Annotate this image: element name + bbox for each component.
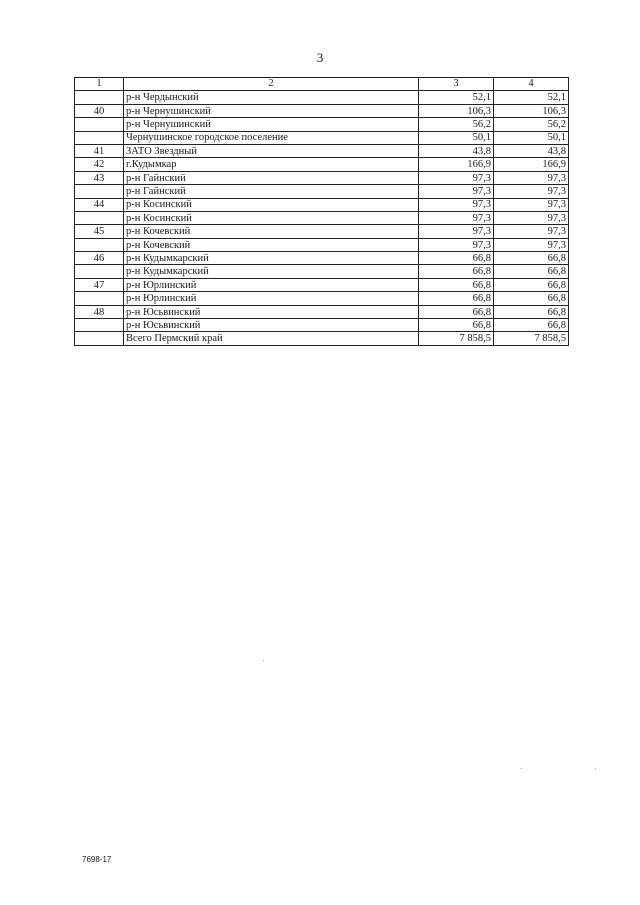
row-number-cell <box>75 211 124 224</box>
row-number-cell <box>75 118 124 131</box>
value-col-3-cell: 56,2 <box>419 118 494 131</box>
value-col-3-cell: 106,3 <box>419 104 494 117</box>
header-col-3: 3 <box>419 78 494 91</box>
municipality-name-cell: р-н Юсьвинский <box>124 319 419 332</box>
value-col-4-cell: 50,1 <box>494 131 569 144</box>
table-body <box>75 91 569 345</box>
value-col-3-cell: 66,8 <box>419 305 494 318</box>
table-row <box>75 225 569 238</box>
value-col-4-cell: 97,3 <box>494 238 569 251</box>
value-col-4-cell: 56,2 <box>494 118 569 131</box>
value-col-3-cell: 66,8 <box>419 265 494 278</box>
scan-speck <box>521 768 522 769</box>
municipality-name-cell: р-н Юрлинский <box>124 278 419 291</box>
table-row <box>75 278 569 291</box>
value-col-3-cell: 43,8 <box>419 144 494 157</box>
row-number-cell: 46 <box>75 252 124 265</box>
table-header-row <box>75 78 569 91</box>
document-code: 7698-17 <box>82 855 112 864</box>
header-col-2: 2 <box>124 78 419 91</box>
data-table <box>74 77 569 346</box>
table-row <box>75 319 569 332</box>
row-number-cell: 45 <box>75 225 124 238</box>
table-row <box>75 91 569 104</box>
municipality-name-cell: р-н Гайнский <box>124 185 419 198</box>
value-col-4-cell: 97,3 <box>494 171 569 184</box>
row-number-cell: 43 <box>75 171 124 184</box>
value-col-4-cell: 66,8 <box>494 278 569 291</box>
value-col-4-cell: 106,3 <box>494 104 569 117</box>
municipality-name-cell: р-н Кочевский <box>124 238 419 251</box>
row-number-cell <box>75 131 124 144</box>
scan-speck <box>263 660 264 661</box>
municipality-name-cell: р-н Чернушинский <box>124 104 419 117</box>
table-row <box>75 185 569 198</box>
table-row <box>75 144 569 157</box>
municipality-name-cell: г.Кудымкар <box>124 158 419 171</box>
value-col-4-cell: 97,3 <box>494 185 569 198</box>
municipality-name-cell: р-н Кудымкарский <box>124 252 419 265</box>
row-number-cell: 41 <box>75 144 124 157</box>
value-col-4-cell: 66,8 <box>494 252 569 265</box>
municipality-name-cell: р-н Гайнский <box>124 171 419 184</box>
value-col-3-cell: 50,1 <box>419 131 494 144</box>
table-row <box>75 171 569 184</box>
row-number-cell: 44 <box>75 198 124 211</box>
row-number-cell: 42 <box>75 158 124 171</box>
value-col-4-cell: 97,3 <box>494 198 569 211</box>
value-col-3-cell: 66,8 <box>419 252 494 265</box>
municipality-name-cell: р-н Косинский <box>124 198 419 211</box>
row-number-cell <box>75 292 124 305</box>
table-row <box>75 198 569 211</box>
municipality-name-cell: р-н Кудымкарский <box>124 265 419 278</box>
value-col-3-cell: 52,1 <box>419 91 494 104</box>
value-col-4-cell: 97,3 <box>494 225 569 238</box>
value-col-4-cell: 43,8 <box>494 144 569 157</box>
row-number-cell: 48 <box>75 305 124 318</box>
value-col-3-cell: 166,9 <box>419 158 494 171</box>
table-row <box>75 158 569 171</box>
page-number: 3 <box>316 50 324 65</box>
row-number-cell <box>75 265 124 278</box>
municipality-name-cell: р-н Чердынский <box>124 91 419 104</box>
municipality-name-cell: р-н Юрлинский <box>124 292 419 305</box>
table-row <box>75 332 569 345</box>
table-row <box>75 305 569 318</box>
header-col-4: 4 <box>494 78 569 91</box>
row-number-cell: 40 <box>75 104 124 117</box>
value-col-4-cell: 66,8 <box>494 265 569 278</box>
value-col-4-cell: 52,1 <box>494 91 569 104</box>
value-col-3-cell: 97,3 <box>419 238 494 251</box>
value-col-3-cell: 66,8 <box>419 278 494 291</box>
municipality-name-cell: р-н Юсьвинский <box>124 305 419 318</box>
row-number-cell <box>75 91 124 104</box>
value-col-3-cell: 97,3 <box>419 198 494 211</box>
municipality-name-cell: р-н Косинский <box>124 211 419 224</box>
table-row <box>75 131 569 144</box>
table-row <box>75 104 569 117</box>
value-col-4-cell: 66,8 <box>494 305 569 318</box>
row-number-cell <box>75 332 124 345</box>
row-number-cell <box>75 185 124 198</box>
value-col-4-cell: 66,8 <box>494 292 569 305</box>
municipality-name-cell: р-н Чернушинский <box>124 118 419 131</box>
municipality-name-cell: Всего Пермский край <box>124 332 419 345</box>
value-col-4-cell: 166,9 <box>494 158 569 171</box>
row-number-cell <box>75 319 124 332</box>
value-col-4-cell: 97,3 <box>494 211 569 224</box>
row-number-cell: 47 <box>75 278 124 291</box>
value-col-3-cell: 66,8 <box>419 319 494 332</box>
value-col-4-cell: 7 858,5 <box>494 332 569 345</box>
value-col-3-cell: 66,8 <box>419 292 494 305</box>
table-row <box>75 238 569 251</box>
municipality-name-cell: ЗАТО Звездный <box>124 144 419 157</box>
value-col-3-cell: 97,3 <box>419 211 494 224</box>
header-col-1: 1 <box>75 78 124 91</box>
value-col-3-cell: 97,3 <box>419 171 494 184</box>
row-number-cell <box>75 238 124 251</box>
table-row <box>75 265 569 278</box>
table-row <box>75 118 569 131</box>
value-col-3-cell: 97,3 <box>419 185 494 198</box>
municipality-name-cell: р-н Кочевский <box>124 225 419 238</box>
value-col-3-cell: 97,3 <box>419 225 494 238</box>
value-col-4-cell: 66,8 <box>494 319 569 332</box>
table-row <box>75 292 569 305</box>
municipality-name-cell: Чернушинское городское поселение <box>124 131 419 144</box>
table-row <box>75 211 569 224</box>
scan-speck <box>595 768 596 769</box>
value-col-3-cell: 7 858,5 <box>419 332 494 345</box>
table-row <box>75 252 569 265</box>
